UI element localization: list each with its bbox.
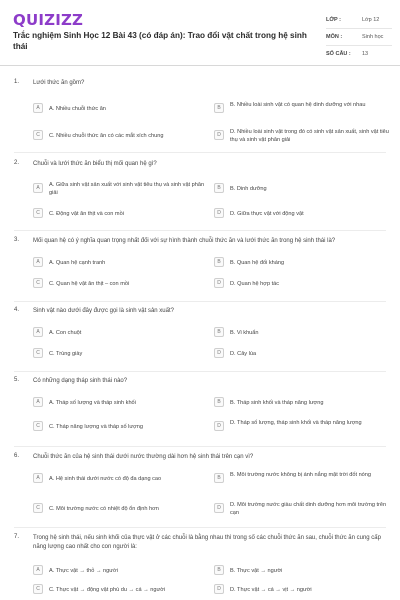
quizizz-logo: QUIZIZZ	[13, 11, 84, 29]
option-d[interactable]	[214, 274, 386, 294]
option-letter: B	[214, 327, 224, 337]
meta-row-subject	[326, 29, 392, 46]
option-d[interactable]	[214, 344, 386, 364]
divider	[14, 301, 386, 302]
option-letter: B	[214, 257, 224, 267]
option-a[interactable]	[33, 561, 205, 581]
meta-key: SỐ CÂU :	[326, 51, 351, 57]
option-b[interactable]	[214, 469, 386, 489]
question-6	[0, 453, 400, 523]
question-text: Lưới thức ăn gồm?	[33, 80, 85, 86]
option-a[interactable]	[33, 393, 205, 413]
meta-key: LỚP :	[326, 17, 341, 23]
option-letter: C	[33, 503, 43, 513]
option-text: B. Nhiều loài sinh vật có quan hệ dinh dưỡng với nhau	[230, 102, 366, 108]
option-c[interactable]	[33, 344, 205, 364]
option-letter: D	[214, 348, 224, 358]
question-text: Trong hệ sinh thái, nếu sinh khối của thực vật ở các chuỗi là bằng nhau thì trong số các chuỗi thức ăn sau, chuỗi thức ăn cung cấp năng lượng cao nhất cho con người là:	[33, 535, 381, 550]
option-d[interactable]	[214, 580, 386, 600]
meta-value: 13	[362, 51, 369, 57]
question-7	[0, 534, 400, 600]
option-text: C. Động vật ăn thịt và con mồi	[49, 211, 124, 217]
option-text: B. Tháp sinh khối và tháp năng lượng	[230, 400, 324, 406]
option-d[interactable]	[214, 417, 386, 437]
divider	[14, 446, 386, 447]
option-text: B. Quan hệ đối kháng	[230, 260, 285, 266]
question-text: Có những dạng tháp sinh thái nào?	[33, 378, 128, 384]
option-text: A. Con chuột	[49, 330, 82, 336]
option-letter: D	[214, 584, 224, 594]
option-letter: A	[33, 183, 43, 193]
option-text: C. Môi trường nước có nhiệt độ ổn định hơn	[49, 506, 159, 512]
option-letter: C	[33, 348, 43, 358]
question-text: Chuỗi thức ăn của hệ sinh thái dưới nước thường dài hơn hệ sinh thái trên cạn vì?	[33, 454, 254, 460]
option-text: D. Thực vật → cá → vịt → người	[230, 587, 312, 593]
option-a[interactable]	[33, 323, 205, 343]
option-text: D. Cây lúa	[230, 351, 257, 357]
question-2	[0, 160, 400, 228]
meta-value: Lớp 12	[362, 17, 380, 23]
option-letter: D	[214, 503, 224, 513]
option-text: B. Dinh dưỡng	[230, 186, 267, 192]
option-a[interactable]	[33, 469, 205, 489]
meta-row-count	[326, 46, 392, 63]
option-d[interactable]	[214, 126, 389, 146]
option-d[interactable]	[214, 499, 386, 519]
option-b[interactable]	[214, 561, 386, 581]
option-text: C. Quan hệ vật ăn thịt – con mồi	[49, 281, 130, 287]
option-text: D. Quan hệ hợp tác	[230, 281, 280, 287]
question-number: 3.	[14, 237, 20, 243]
divider	[14, 230, 386, 231]
option-letter: A	[33, 257, 43, 267]
option-text: A. Quan hệ cạnh tranh	[49, 260, 106, 266]
meta-table	[326, 12, 392, 63]
option-letter: D	[214, 130, 224, 140]
question-number: 5.	[14, 377, 20, 383]
option-letter: A	[33, 565, 43, 575]
option-letter: D	[214, 278, 224, 288]
option-text: C. Thực vật → động vật phù du → cá → người	[49, 587, 166, 593]
meta-key: MÔN :	[326, 34, 343, 40]
question-text: Sinh vật nào dưới đây được gọi là sinh vật sản xuất?	[33, 308, 174, 314]
option-text: B. Thực vật → người	[230, 568, 283, 574]
option-c[interactable]	[33, 580, 205, 600]
option-letter: B	[214, 183, 224, 193]
option-letter: D	[214, 421, 224, 431]
question-number: 7.	[14, 534, 20, 540]
option-letter: C	[33, 278, 43, 288]
option-text: D. Nhiều loài sinh vật trong đó có sinh vật sản xuất, sinh vật tiêu thụ và sinh vật phân giải	[230, 129, 389, 143]
option-letter: C	[33, 421, 43, 431]
option-text: B. Môi trường nước không bị ánh nắng mặt trời đốt nóng	[230, 472, 372, 478]
option-text: A. Nhiều chuỗi thức ăn	[49, 106, 106, 112]
option-text: D. Môi trường nước giàu chất dinh dưỡng hơn môi trường trên cạn	[230, 502, 387, 516]
option-a[interactable]	[33, 253, 205, 273]
option-a[interactable]	[33, 179, 205, 199]
option-letter: B	[214, 103, 224, 113]
question-5	[0, 377, 400, 443]
option-text: A. Giữa sinh vật sản xuất với sinh vật tiêu thụ và sinh vật phân giải	[49, 182, 205, 196]
option-letter: C	[33, 584, 43, 594]
option-letter: A	[33, 327, 43, 337]
option-b[interactable]	[214, 323, 386, 343]
option-d[interactable]	[214, 204, 386, 224]
option-text: D. Giữa thực vật với động vật	[230, 211, 304, 217]
question-number: 2.	[14, 160, 20, 166]
question-number: 1.	[14, 79, 20, 85]
question-text: Chuỗi và lưới thức ăn biểu thị mối quan hệ gì?	[33, 161, 157, 167]
option-text: A. Hệ sinh thái dưới nước có độ đa dạng cao	[49, 476, 162, 482]
option-text: A. Tháp số lượng và tháp sinh khối	[49, 400, 136, 406]
meta-value: Sinh học	[362, 34, 384, 40]
option-text: D. Tháp số lượng, tháp sinh khối và tháp năng lượng	[230, 420, 362, 426]
option-b[interactable]	[214, 99, 386, 119]
option-c[interactable]	[33, 499, 205, 519]
option-text: A. Thực vật → thỏ → người	[49, 568, 118, 574]
document-title: Trắc nghiệm Sinh Học 12 Bài 43 (có đáp án): Trao đổi vật chất trong hệ sinh thái	[13, 31, 307, 51]
divider	[14, 527, 386, 528]
option-letter: A	[33, 397, 43, 407]
option-c[interactable]	[33, 417, 205, 437]
option-letter: A	[33, 103, 43, 113]
option-text: C. Trùng giày	[49, 351, 83, 357]
question-number: 4.	[14, 307, 20, 313]
option-c[interactable]	[33, 204, 205, 224]
option-letter: C	[33, 208, 43, 218]
option-b[interactable]	[214, 393, 386, 413]
meta-row-class	[326, 12, 392, 29]
question-number: 6.	[14, 453, 20, 459]
option-b[interactable]	[214, 179, 386, 199]
question-4	[0, 307, 400, 369]
option-b[interactable]	[214, 253, 386, 273]
question-1	[0, 79, 400, 149]
question-3	[0, 237, 400, 299]
option-text: C. Nhiều chuỗi thức ăn có các mắt xích chung	[49, 133, 164, 139]
option-letter: D	[214, 208, 224, 218]
question-text: Mối quan hệ có ý nghĩa quan trọng nhất đối với sự hình thành chuỗi thức ăn và lưới thức ăn trong hệ sinh thái là?	[33, 238, 336, 244]
option-text: B. Vi khuẩn	[230, 330, 259, 336]
divider	[14, 371, 386, 372]
option-letter: B	[214, 473, 224, 483]
option-letter: A	[33, 473, 43, 483]
option-a[interactable]	[33, 99, 205, 119]
option-text: C. Tháp năng lượng và tháp số lượng	[49, 424, 144, 430]
option-letter: C	[33, 130, 43, 140]
option-c[interactable]	[33, 126, 205, 146]
option-letter: B	[214, 565, 224, 575]
option-letter: B	[214, 397, 224, 407]
document-header	[0, 0, 400, 66]
divider	[14, 152, 386, 153]
option-c[interactable]	[33, 274, 205, 294]
